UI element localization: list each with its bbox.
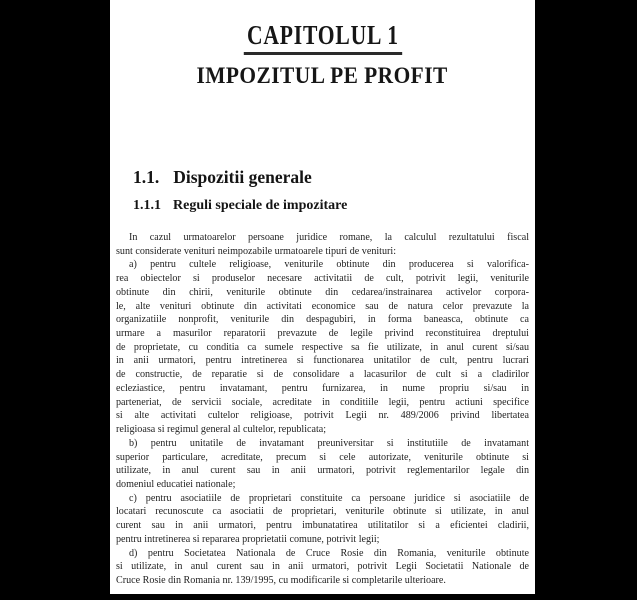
text-line: curent sau in anii urmatori, pentru imbunatatirea utilitatilor si a eficientei cladirii,: [116, 520, 529, 532]
text-line: parteneriat, de servicii sociale, acreditate in conditiile legii, pentru actiuni specifice: [116, 396, 529, 408]
text-line: urmare a masurilor reparatorii prevazute de legile privind reconstituirea dreptului: [116, 328, 529, 340]
document-page: [110, 0, 535, 594]
text-line: a) pentru cultele religioase, veniturile obtinute din producerea si valorifica-: [129, 259, 529, 271]
chapter-subtitle-row: [110, 64, 535, 88]
text-line: obtinute din chirii, veniturile obtinute din cedarea/instrainarea activelor corpora-: [116, 286, 529, 298]
text-line: religioasa si regimul general al cultelor, republicata;: [116, 424, 327, 436]
text-line: c) pentru asociatiile de proprietari constituite ca persoane juridice si asociatiile de: [129, 492, 529, 504]
subsection-heading: [133, 198, 535, 213]
text-line: organizatiile nonprofit, veniturile din despagubiri, in forma baneasca, obtinute ca: [116, 314, 529, 326]
text-line: si utilizate, in anul curent sau in anii urmatori, potrivit Legii Societatii Nationale de: [116, 561, 529, 573]
text-line: sunt considerate venituri neimpozabile urmatoarele tipuri de venituri:: [116, 245, 397, 257]
text-line: locatari recunoscute ca asociatii de proprietari, veniturile obtinute si utilizate, in anul: [116, 506, 529, 518]
text-line: pentru intretinerea si repararea proprietatii comune, potrivit legii;: [116, 533, 380, 545]
text-line: in anii urmatori, pentru intretinerea si functionarea unitatilor de cult, pentru lucrari: [116, 355, 529, 367]
text-line: de proprietate, cu conditia ca sumele respective sa fie utilizate, in anul curent si/sau: [116, 341, 529, 353]
text-line: de constructie, de reparatie si de consolidare a lacasurilor de cult si a cladirilor: [116, 369, 529, 381]
chapter-title: CAPITOLUL 1: [243, 22, 401, 55]
text-line: si alte activitati cultelor religioase, potrivit Legii nr. 489/2006 privind libertatea: [116, 410, 529, 422]
text-line: superior particulare, acreditate, precum si cele autorizate, veniturile obtinute si: [116, 451, 529, 463]
text-line: utilizate, in anul curent sau in anii urmatori, potrivit reglementarilor legale din: [116, 465, 529, 477]
text-line: le, alte venituri obtinute din activitati economice sau de natura celor prevazute la: [116, 300, 529, 312]
subsection-number: 1.1.1: [133, 198, 161, 213]
text-line: rea obiectelor si produselor necesare activitatii de cult, potrivit legii, veniturile: [116, 273, 529, 285]
section-title: Dispozitii generale: [173, 167, 312, 187]
chapter-title-row: [110, 22, 535, 56]
text-line: d) pentru Societatea Nationala de Cruce Rosie din Romania, veniturile obtinute: [129, 547, 529, 559]
text-line: b) pentru unitatile de invatamant preuniversitar si institutiile de invatamant: [129, 437, 529, 449]
section-number: 1.1.: [133, 167, 160, 187]
chapter-subtitle: IMPOZITUL PE PROFIT: [196, 63, 449, 88]
text-line: domeniul educatiei nationale;: [116, 478, 236, 490]
subsection-title: Reguli speciale de impozitare: [173, 198, 348, 213]
text-line: ecleziastice, pentru invatamant, pentru furnizarea, in nume propriu si/sau in: [116, 382, 529, 394]
text-line: Cruce Rosie din Romania nr. 139/1995, cu modificarile si completarile ulterioare.: [116, 574, 446, 586]
section-heading: [133, 168, 535, 186]
text-line: In cazul urmatoarelor persoane juridice romane, la calculul rezultatului fiscal: [129, 232, 529, 243]
body-text: [116, 231, 529, 588]
